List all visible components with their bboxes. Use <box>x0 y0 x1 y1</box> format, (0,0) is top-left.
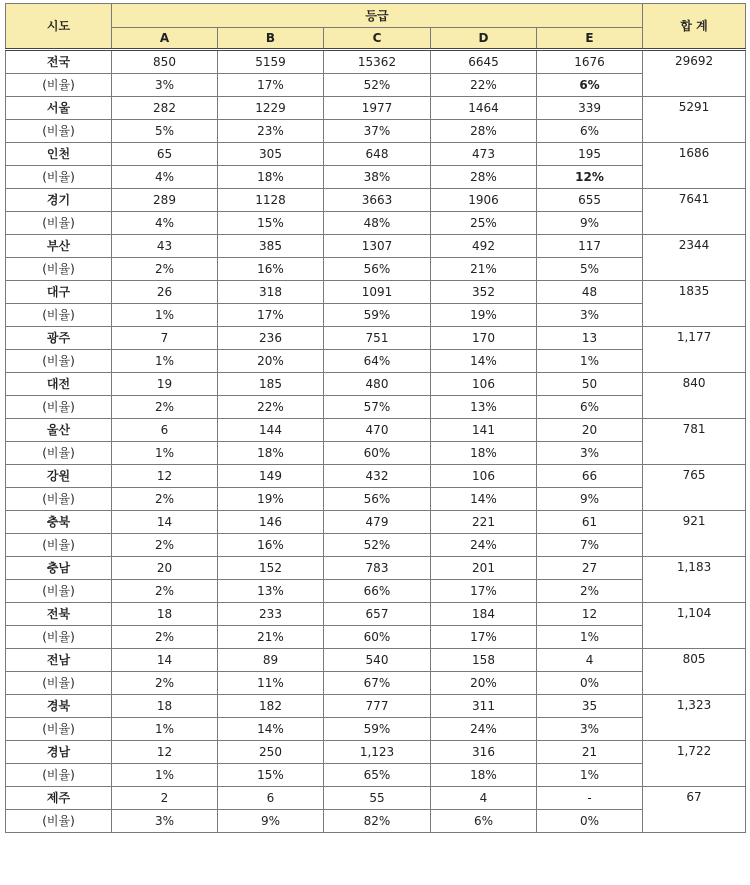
grade-count: 149 <box>218 465 324 488</box>
row-total: 781 <box>643 419 746 465</box>
grade-count: 89 <box>218 649 324 672</box>
grade-count: 316 <box>431 741 537 764</box>
grade-count: 26 <box>112 281 218 304</box>
grade-count: 35 <box>537 695 643 718</box>
grade-ratio: 64% <box>324 350 431 373</box>
grade-ratio: 17% <box>218 304 324 327</box>
grade-count: 1091 <box>324 281 431 304</box>
table-row-ratio <box>6 258 746 281</box>
grade-count: 1,123 <box>324 741 431 764</box>
table-row <box>6 741 746 764</box>
grade-count: 751 <box>324 327 431 350</box>
table-row-ratio <box>6 488 746 511</box>
grade-count: - <box>537 787 643 810</box>
row-total: 1835 <box>643 281 746 327</box>
grade-count: 14 <box>112 511 218 534</box>
grade-count: 201 <box>431 557 537 580</box>
grade-ratio: 15% <box>218 764 324 787</box>
grade-ratio: 2% <box>112 626 218 649</box>
grade-count: 18 <box>112 603 218 626</box>
grade-count: 4 <box>537 649 643 672</box>
table-row-ratio <box>6 212 746 235</box>
table-row-ratio <box>6 580 746 603</box>
grade-ratio: 17% <box>431 626 537 649</box>
grade-ratio: 18% <box>431 442 537 465</box>
grade-count: 1906 <box>431 189 537 212</box>
ratio-label: (비율) <box>6 672 112 695</box>
table-row-ratio <box>6 304 746 327</box>
grade-count: 339 <box>537 97 643 120</box>
table-row <box>6 603 746 626</box>
grade-ratio: 2% <box>112 396 218 419</box>
grade-ratio: 6% <box>537 74 643 97</box>
region-name: 전북 <box>6 603 112 626</box>
region-name: 경남 <box>6 741 112 764</box>
grade-ratio: 21% <box>431 258 537 281</box>
ratio-label: (비율) <box>6 626 112 649</box>
ratio-label: (비율) <box>6 74 112 97</box>
table-row <box>6 143 746 166</box>
table-row <box>6 511 746 534</box>
grade-ratio: 48% <box>324 212 431 235</box>
grade-ratio: 1% <box>537 350 643 373</box>
grade-count: 13 <box>537 327 643 350</box>
grade-count: 117 <box>537 235 643 258</box>
table-row <box>6 50 746 74</box>
table-row <box>6 419 746 442</box>
grade-count: 170 <box>431 327 537 350</box>
grade-count: 182 <box>218 695 324 718</box>
grade-count: 783 <box>324 557 431 580</box>
grade-ratio: 15% <box>218 212 324 235</box>
grade-ratio: 6% <box>537 120 643 143</box>
ratio-label: (비율) <box>6 534 112 557</box>
grade-count: 1464 <box>431 97 537 120</box>
grade-count: 432 <box>324 465 431 488</box>
grade-count: 2 <box>112 787 218 810</box>
table-row-ratio <box>6 718 746 741</box>
grade-count: 250 <box>218 741 324 764</box>
row-total: 2344 <box>643 235 746 281</box>
row-total: 7641 <box>643 189 746 235</box>
ratio-label: (비율) <box>6 212 112 235</box>
row-total: 5291 <box>643 97 746 143</box>
grade-count: 1977 <box>324 97 431 120</box>
grade-count: 540 <box>324 649 431 672</box>
grade-ratio: 14% <box>431 488 537 511</box>
header-total: 합 계 <box>643 4 746 50</box>
region-name: 경기 <box>6 189 112 212</box>
grade-count: 48 <box>537 281 643 304</box>
row-total: 67 <box>643 787 746 833</box>
grade-ratio: 9% <box>218 810 324 833</box>
grade-ratio: 4% <box>112 212 218 235</box>
grade-count: 61 <box>537 511 643 534</box>
table-row <box>6 649 746 672</box>
region-name: 대전 <box>6 373 112 396</box>
grade-ratio: 1% <box>112 304 218 327</box>
grade-count: 305 <box>218 143 324 166</box>
grade-count: 152 <box>218 557 324 580</box>
grade-ratio: 21% <box>218 626 324 649</box>
grade-count: 5159 <box>218 50 324 74</box>
grade-count: 195 <box>537 143 643 166</box>
grade-count: 233 <box>218 603 324 626</box>
header-region: 시도 <box>6 4 112 50</box>
grade-ratio: 56% <box>324 258 431 281</box>
header-grade-e: E <box>537 28 643 50</box>
grade-count: 648 <box>324 143 431 166</box>
table-row-ratio <box>6 350 746 373</box>
grade-ratio: 2% <box>112 534 218 557</box>
grade-ratio: 6% <box>431 810 537 833</box>
grade-ratio: 17% <box>218 74 324 97</box>
grade-count: 14 <box>112 649 218 672</box>
grade-count: 479 <box>324 511 431 534</box>
table-row-ratio <box>6 626 746 649</box>
grade-count: 221 <box>431 511 537 534</box>
grade-ratio: 3% <box>112 810 218 833</box>
grade-count: 7 <box>112 327 218 350</box>
grade-count: 385 <box>218 235 324 258</box>
region-name: 전남 <box>6 649 112 672</box>
grade-count: 106 <box>431 373 537 396</box>
table-row-ratio <box>6 396 746 419</box>
region-name: 충북 <box>6 511 112 534</box>
grade-count: 66 <box>537 465 643 488</box>
region-name: 울산 <box>6 419 112 442</box>
ratio-label: (비율) <box>6 810 112 833</box>
grade-count: 12 <box>112 741 218 764</box>
grade-ratio: 16% <box>218 258 324 281</box>
region-name: 강원 <box>6 465 112 488</box>
grade-ratio: 65% <box>324 764 431 787</box>
grade-ratio: 14% <box>431 350 537 373</box>
grade-ratio: 14% <box>218 718 324 741</box>
table-row <box>6 327 746 350</box>
grade-count: 21 <box>537 741 643 764</box>
grade-count: 289 <box>112 189 218 212</box>
region-name: 충남 <box>6 557 112 580</box>
grade-count: 12 <box>537 603 643 626</box>
grade-count: 19 <box>112 373 218 396</box>
grade-ratio: 24% <box>431 534 537 557</box>
grade-ratio: 52% <box>324 74 431 97</box>
table-row-ratio <box>6 166 746 189</box>
grade-ratio: 38% <box>324 166 431 189</box>
header-grade: 등급 <box>112 4 643 28</box>
grade-count: 6 <box>112 419 218 442</box>
grade-ratio: 1% <box>112 442 218 465</box>
grade-count: 1676 <box>537 50 643 74</box>
grade-count: 184 <box>431 603 537 626</box>
grade-count: 282 <box>112 97 218 120</box>
grade-ratio: 2% <box>112 672 218 695</box>
grade-count: 4 <box>431 787 537 810</box>
grade-count: 480 <box>324 373 431 396</box>
grade-count: 777 <box>324 695 431 718</box>
table-row <box>6 235 746 258</box>
row-total: 1686 <box>643 143 746 189</box>
row-total: 1,722 <box>643 741 746 787</box>
grade-ratio: 28% <box>431 166 537 189</box>
grade-ratio: 17% <box>431 580 537 603</box>
table-row <box>6 189 746 212</box>
grade-count: 146 <box>218 511 324 534</box>
grade-ratio: 3% <box>537 442 643 465</box>
region-name: 전국 <box>6 50 112 74</box>
grade-ratio: 5% <box>537 258 643 281</box>
grade-ratio: 9% <box>537 212 643 235</box>
region-name: 서울 <box>6 97 112 120</box>
grade-ratio: 82% <box>324 810 431 833</box>
table-row-ratio <box>6 534 746 557</box>
grade-count: 65 <box>112 143 218 166</box>
grade-count: 318 <box>218 281 324 304</box>
grade-ratio: 23% <box>218 120 324 143</box>
grade-ratio: 3% <box>112 74 218 97</box>
grade-count: 18 <box>112 695 218 718</box>
grade-ratio: 20% <box>431 672 537 695</box>
grade-ratio: 9% <box>537 488 643 511</box>
grade-count: 144 <box>218 419 324 442</box>
grade-count: 12 <box>112 465 218 488</box>
table-row <box>6 695 746 718</box>
grade-ratio: 60% <box>324 442 431 465</box>
grade-ratio: 5% <box>112 120 218 143</box>
ratio-label: (비율) <box>6 764 112 787</box>
grade-count: 657 <box>324 603 431 626</box>
table-row-ratio <box>6 672 746 695</box>
region-name: 제주 <box>6 787 112 810</box>
grade-ratio: 56% <box>324 488 431 511</box>
grade-count: 55 <box>324 787 431 810</box>
table-row-ratio <box>6 810 746 833</box>
grade-count: 473 <box>431 143 537 166</box>
grade-ratio: 2% <box>112 258 218 281</box>
row-total: 1,177 <box>643 327 746 373</box>
grade-ratio: 2% <box>537 580 643 603</box>
grade-ratio: 19% <box>218 488 324 511</box>
row-total: 921 <box>643 511 746 557</box>
grade-count: 50 <box>537 373 643 396</box>
row-total: 1,183 <box>643 557 746 603</box>
grade-ratio: 6% <box>537 396 643 419</box>
row-total: 765 <box>643 465 746 511</box>
grade-count: 6 <box>218 787 324 810</box>
grade-count: 1229 <box>218 97 324 120</box>
grade-ratio: 1% <box>112 764 218 787</box>
ratio-label: (비율) <box>6 396 112 419</box>
grade-ratio: 37% <box>324 120 431 143</box>
grade-ratio: 0% <box>537 672 643 695</box>
grade-ratio: 19% <box>431 304 537 327</box>
grade-ratio: 67% <box>324 672 431 695</box>
grade-count: 311 <box>431 695 537 718</box>
grade-count: 185 <box>218 373 324 396</box>
region-name: 인천 <box>6 143 112 166</box>
grade-ratio: 16% <box>218 534 324 557</box>
ratio-label: (비율) <box>6 350 112 373</box>
grade-count: 43 <box>112 235 218 258</box>
ratio-label: (비율) <box>6 120 112 143</box>
grade-ratio: 1% <box>112 350 218 373</box>
ratio-label: (비율) <box>6 258 112 281</box>
grade-ratio: 11% <box>218 672 324 695</box>
grade-ratio: 18% <box>218 166 324 189</box>
grade-ratio: 22% <box>218 396 324 419</box>
grade-count: 1307 <box>324 235 431 258</box>
grade-ratio: 13% <box>431 396 537 419</box>
grade-count: 470 <box>324 419 431 442</box>
grade-ratio: 4% <box>112 166 218 189</box>
table-row <box>6 787 746 810</box>
grade-ratio: 3% <box>537 304 643 327</box>
ratio-label: (비율) <box>6 718 112 741</box>
grade-count: 20 <box>112 557 218 580</box>
grade-count: 352 <box>431 281 537 304</box>
grade-ratio: 7% <box>537 534 643 557</box>
table-row <box>6 97 746 120</box>
grade-ratio: 12% <box>537 166 643 189</box>
table-row-ratio <box>6 764 746 787</box>
grade-count: 850 <box>112 50 218 74</box>
row-total: 805 <box>643 649 746 695</box>
header-grade-d: D <box>431 28 537 50</box>
grade-count: 3663 <box>324 189 431 212</box>
grade-count: 15362 <box>324 50 431 74</box>
grade-ratio: 18% <box>218 442 324 465</box>
grade-ratio: 52% <box>324 534 431 557</box>
grade-count: 1128 <box>218 189 324 212</box>
grade-ratio: 3% <box>537 718 643 741</box>
region-name: 광주 <box>6 327 112 350</box>
table-row-ratio <box>6 442 746 465</box>
table-body <box>6 50 746 833</box>
region-name: 대구 <box>6 281 112 304</box>
grade-ratio: 60% <box>324 626 431 649</box>
grade-count: 106 <box>431 465 537 488</box>
table-row <box>6 281 746 304</box>
row-total: 1,323 <box>643 695 746 741</box>
grade-ratio: 2% <box>112 488 218 511</box>
table-row <box>6 557 746 580</box>
header-grade-c: C <box>324 28 431 50</box>
grade-count: 6645 <box>431 50 537 74</box>
grade-ratio: 57% <box>324 396 431 419</box>
table-row <box>6 373 746 396</box>
grade-count: 492 <box>431 235 537 258</box>
ratio-label: (비율) <box>6 166 112 189</box>
grade-ratio: 66% <box>324 580 431 603</box>
row-total: 1,104 <box>643 603 746 649</box>
grade-ratio: 0% <box>537 810 643 833</box>
grade-ratio: 22% <box>431 74 537 97</box>
header-grade-b: B <box>218 28 324 50</box>
grade-ratio: 28% <box>431 120 537 143</box>
region-name: 부산 <box>6 235 112 258</box>
header-grade-a: A <box>112 28 218 50</box>
grade-count: 20 <box>537 419 643 442</box>
grade-ratio: 1% <box>537 626 643 649</box>
grade-ratio: 59% <box>324 718 431 741</box>
ratio-label: (비율) <box>6 488 112 511</box>
table-row-ratio <box>6 120 746 143</box>
ratio-label: (비율) <box>6 442 112 465</box>
grade-distribution-table <box>5 3 746 833</box>
grade-count: 141 <box>431 419 537 442</box>
ratio-label: (비율) <box>6 580 112 603</box>
row-total: 29692 <box>643 50 746 97</box>
grade-ratio: 24% <box>431 718 537 741</box>
region-name: 경북 <box>6 695 112 718</box>
ratio-label: (비율) <box>6 304 112 327</box>
grade-ratio: 20% <box>218 350 324 373</box>
row-total: 840 <box>643 373 746 419</box>
table-row <box>6 465 746 488</box>
grade-count: 655 <box>537 189 643 212</box>
grade-ratio: 13% <box>218 580 324 603</box>
grade-ratio: 1% <box>537 764 643 787</box>
grade-ratio: 2% <box>112 580 218 603</box>
table-row-ratio <box>6 74 746 97</box>
grade-ratio: 59% <box>324 304 431 327</box>
grade-ratio: 25% <box>431 212 537 235</box>
grade-count: 236 <box>218 327 324 350</box>
grade-count: 158 <box>431 649 537 672</box>
grade-ratio: 18% <box>431 764 537 787</box>
grade-ratio: 1% <box>112 718 218 741</box>
grade-count: 27 <box>537 557 643 580</box>
